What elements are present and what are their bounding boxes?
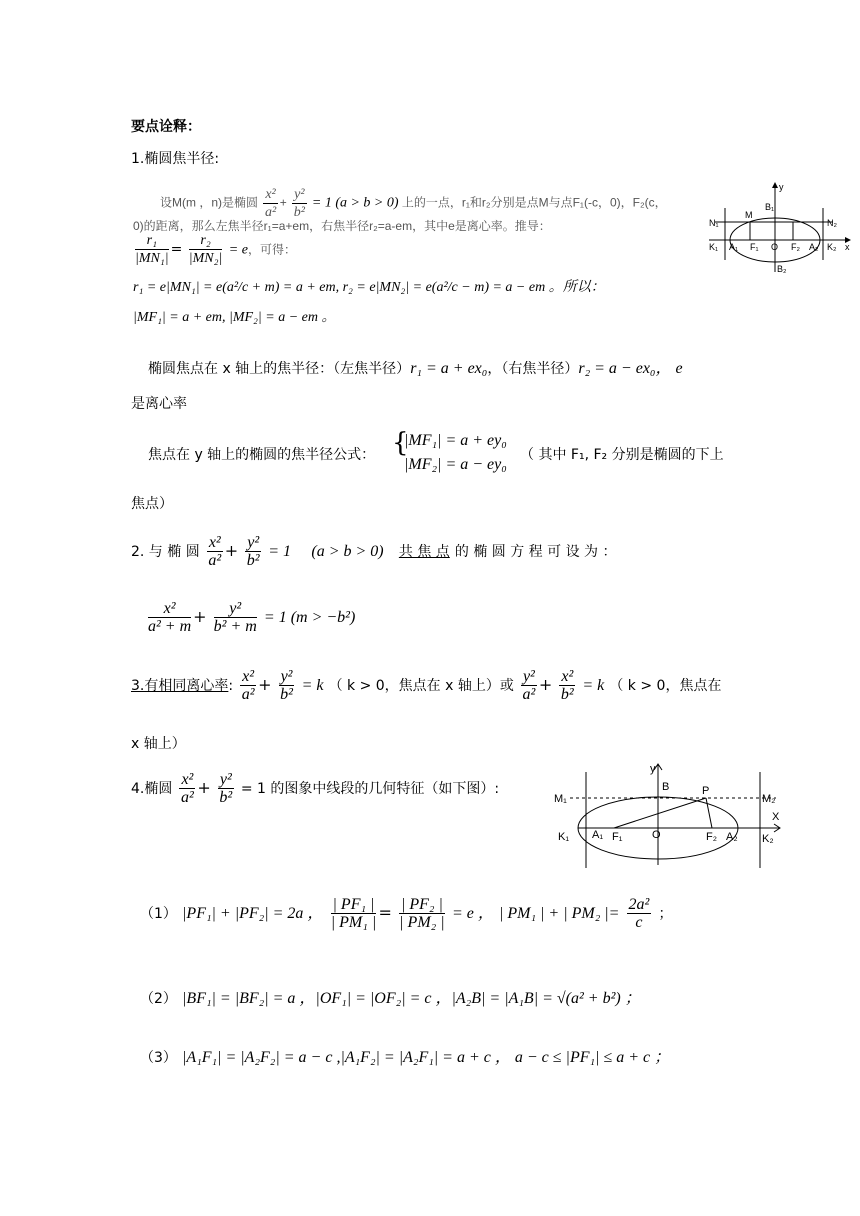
fig1-label: B₁ xyxy=(765,202,775,212)
fig1-label: F₂ xyxy=(791,242,800,252)
fig1-label: N₁ xyxy=(709,218,719,228)
ellipse-diagram-large xyxy=(548,760,788,870)
fig1-label: x xyxy=(845,242,850,252)
focal-eq-2: |MF₂| = a − ey₀ xyxy=(404,456,507,473)
scan-line-2: 0)的距离，那么左焦半径r₁=a+em，右焦半径r₂=a-em，其中e是离心率。推导： xyxy=(133,219,551,233)
fig1-label: A₁ xyxy=(729,242,739,252)
section-3-line: 3.有相同离心率: $\frac{\text{x²}}{\text{a²}}$ + $\frac{\text{y²}}{\text{b²}}$ = k （ k > 0，焦点在 x 轴上）或 $\frac{\text{y²}}{\text{a²}}$ + $\frac{\text{x²}}{\text{b²}}$ = k （ k > 0，焦点在 xyxy=(131,668,722,703)
fig2-label: A₂ xyxy=(726,831,738,843)
fig2-label: M₂ xyxy=(762,793,776,805)
item-1: （1） |PF₁| + |PF₂| = 2a ， $\frac{\text{| PF₁ |}}{\text{| PM₁ |}}$ = $\frac{\text{| PF₂ |}}{\text{| PM₂ |}}$ = e ， | PM₁ | + | PM₂ |= $\frac{\text{2a²}}{c}$ ； xyxy=(140,896,673,931)
fig1-label: M xyxy=(745,210,753,220)
brace: { xyxy=(392,428,409,458)
eccentricity-note: 是离心率 xyxy=(131,396,187,412)
focal-radius-y-prefix: 焦点在 y 轴上的椭圆的焦半径公式： xyxy=(148,447,376,463)
section-2-line: 2. 与 椭 圆 $\frac{\text{x²}}{\text{a²}}$ + $\frac{\text{y²}}{\text{b²}}$ = 1 (a > b > 0) 共 焦 点 的 椭 圆 方 程 可 设 为 ： xyxy=(131,534,617,569)
fig2-label: y xyxy=(650,763,656,775)
fig1-label: B₂ xyxy=(777,264,787,274)
ellipse-diagram-small xyxy=(705,180,855,275)
scan-line-4: r₁ = e|MN₁| = e(a²/c + m) = a + em, r₂ = e|MN₂| = e(a²/c − m) = a − em 。所以： xyxy=(133,280,605,295)
fig1-label: F₁ xyxy=(750,242,759,252)
section-heading: 要点诠释： xyxy=(131,119,201,135)
fig1-label: K₂ xyxy=(827,242,837,252)
scan-line-1: 设M(m ，n)是椭圆 $\frac{\text{x²}}{\text{a²}}$ + $\frac{\text{y²}}{\text{b²}}$ = 1 (a > b > 0) 上的一点，r₁和r₂分别是点M与点F₁(-c，0)，F₂(c， xyxy=(160,187,667,220)
item-3: （3） |A₁F₁| = |A₂F₂| = a − c ,|A₁F₂| = |A₂F₁| = a + c ， a − c ≤ |PF₁| ≤ a + c ； xyxy=(140,1049,671,1066)
fig2-label: K₂ xyxy=(762,833,774,845)
fig2-label: O xyxy=(652,829,661,841)
section-4-line: 4.椭圆 $\frac{\text{x²}}{\text{a²}}$ + $\frac{\text{y²}}{\text{b²}}$ = 1 的图象中线段的几何特征（如下图）: xyxy=(131,771,500,806)
fig1-label: y xyxy=(779,182,784,192)
fig2-label: M₁ xyxy=(554,793,567,805)
fig1-label: A₂ xyxy=(809,242,819,252)
foci-note: 焦点） xyxy=(131,496,173,512)
fig1-label: N₂ xyxy=(827,218,837,228)
fig2-label: F₁ xyxy=(612,831,623,843)
item-2: （2） |BF₁| = |BF₂| = a ，|OF₁| = |OF₂| = c ，|A₂B| = |A₁B| = √(a² + b²) ； xyxy=(140,990,641,1007)
fig1-label: O xyxy=(771,242,779,252)
fig2-label: F₂ xyxy=(706,831,717,843)
fig2-label: K₁ xyxy=(558,831,570,843)
focal-radius-y-note: （ 其中 F₁, F₂ 分别是椭圆的下上 xyxy=(520,447,724,463)
section-1-title: 1.椭圆焦半径: xyxy=(131,151,220,167)
scan-line-5: |MF₁| = a + em, |MF₂| = a − em 。 xyxy=(133,310,336,325)
fig2-label: B xyxy=(662,781,670,793)
section-2-equation: $\frac{\text{x²}}{\text{a² + m}}$ + $\frac{\text{y²}}{\text{b² + m}}$ = 1 (m > −b²) xyxy=(148,600,356,635)
focal-radius-x-line: 椭圆焦点在 x 轴上的焦半径：（左焦半径）r₁ = a + ex₀，（右焦半径）r₂ = a − ex₀， e xyxy=(148,360,683,377)
focal-eq-1: |MF₁| = a + ey₀ xyxy=(404,432,507,449)
section-3-line-2: x 轴上） xyxy=(131,736,186,752)
fig2-label: A₁ xyxy=(592,829,604,841)
fig1-label: K₁ xyxy=(709,242,719,252)
fig2-label: P xyxy=(702,785,710,797)
fig2-label: X xyxy=(772,811,780,823)
scan-line-3: $\frac{\text{r₁}}{\text{|MN₁|}}$ = $\frac{\text{r₂}}{\text{|MN₂|}}$ = e，可得： xyxy=(135,233,296,266)
